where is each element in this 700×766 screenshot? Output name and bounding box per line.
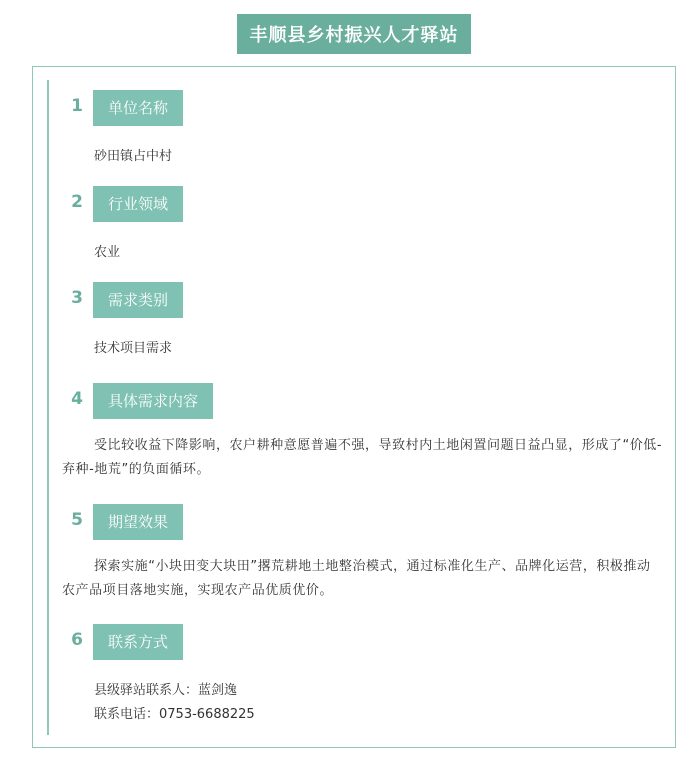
section-number: 3 — [71, 288, 83, 308]
page-title: 丰顺县乡村振兴人才驿站 — [237, 14, 471, 54]
section-number: 4 — [71, 389, 83, 409]
contact-person: 县级驿站联系人：蓝剑逸 — [94, 683, 238, 698]
section-value: 技术项目需求 — [94, 341, 173, 356]
section-number: 5 — [71, 510, 83, 530]
section-paragraph: 受比较收益下降影响，农户耕种意愿普遍不强，导致村内土地闲置问题日益凸显，形成了“价低-弃种-地荒”的负面循环。 — [62, 438, 663, 477]
section-number: 2 — [71, 192, 83, 212]
section-label: 行业领域 — [93, 186, 183, 222]
contact-phone: 联系电话：0753-6688225 — [94, 707, 255, 722]
section-label: 期望效果 — [93, 504, 183, 540]
section-label: 具体需求内容 — [93, 383, 213, 419]
section-number: 6 — [71, 630, 83, 650]
section-label: 需求类别 — [93, 282, 183, 318]
section-number: 1 — [71, 96, 83, 116]
section-paragraph: 探索实施“小块田变大块田”撂荒耕地土地整治模式，通过标准化生产、品牌化运营，积极推动农产品项目落地实施，实现农产品优质优价。 — [62, 559, 651, 598]
section-value: 砂田镇占中村 — [94, 149, 173, 164]
accent-line — [47, 80, 49, 735]
section-label: 联系方式 — [93, 624, 183, 660]
section-value: 农业 — [94, 245, 121, 260]
section-label: 单位名称 — [93, 90, 183, 126]
